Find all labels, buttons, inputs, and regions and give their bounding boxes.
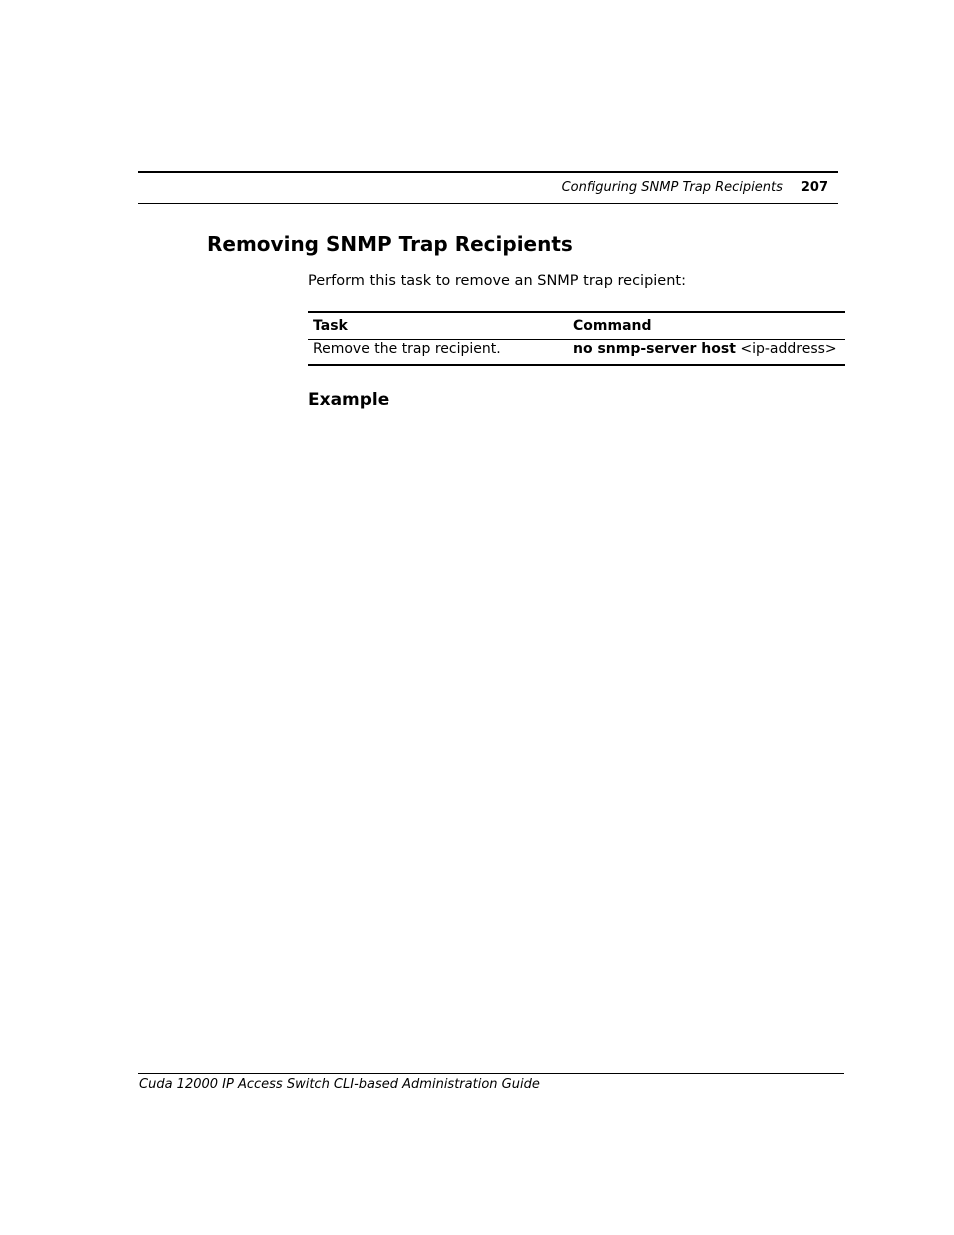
footer-rule [138, 1073, 844, 1074]
page-number: 207 [800, 179, 828, 195]
column-header-command: Command [573, 318, 652, 334]
header-top-rule [138, 171, 838, 173]
section-title: Removing SNMP Trap Recipients [207, 232, 573, 256]
task-cell: Remove the trap recipient. [313, 341, 501, 357]
command-keyword: no snmp-server host [573, 341, 736, 357]
example-heading: Example [308, 390, 390, 410]
column-header-task: Task [313, 318, 348, 334]
table-header-row [308, 312, 845, 340]
command-cell [568, 340, 845, 366]
task-command-table [308, 311, 845, 366]
running-header [138, 176, 828, 198]
command-argument: <ip-address> [740, 341, 837, 357]
footer-text: Cuda 12000 IP Access Switch CLI-based Administration Guide [139, 1077, 540, 1092]
header-bottom-rule [138, 203, 838, 204]
intro-paragraph: Perform this task to remove an SNMP trap recipient: [308, 273, 686, 289]
table-row [308, 340, 845, 366]
running-title: Configuring SNMP Trap Recipients [561, 179, 783, 195]
